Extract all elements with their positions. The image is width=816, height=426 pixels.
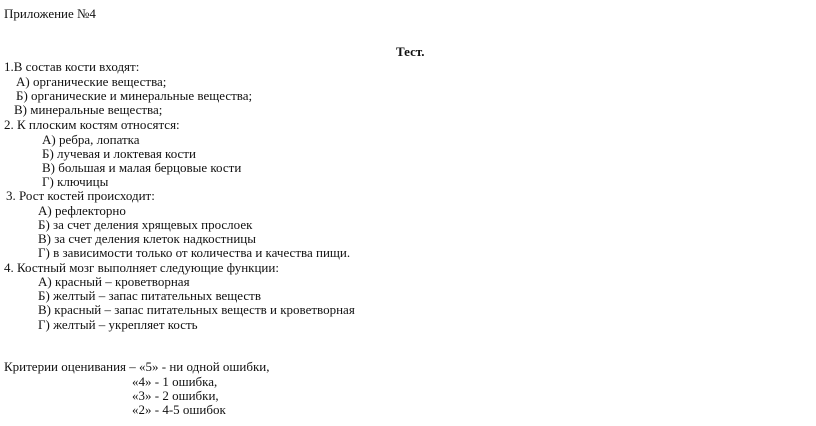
question-3-option-c: В) за счет деления клеток надкостницы <box>38 231 256 246</box>
question-2-option-b: Б) лучевая и локтевая кости <box>42 146 196 161</box>
question-3-option-a: А) рефлекторно <box>38 203 126 218</box>
question-4-option-a: А) красный – кроветворная <box>38 274 190 289</box>
question-4-option-d: Г) желтый – укрепляет кость <box>38 317 198 332</box>
question-3-option-d: Г) в зависимости только от количества и качества пищи. <box>38 245 351 260</box>
question-2-option-d: Г) ключицы <box>42 174 109 189</box>
question-2-option-a: А) ребра, лопатка <box>42 132 140 147</box>
question-1-option-b: Б) органические и минеральные вещества; <box>16 88 253 103</box>
question-1: 1.В состав кости входят: <box>4 59 140 74</box>
question-1-option-a: А) органические вещества; <box>16 74 167 89</box>
criteria-line-4: «4» - 1 ошибка, <box>132 374 218 389</box>
criteria-line-3: «3» - 2 ошибки, <box>132 388 219 403</box>
question-2: 2. К плоским костям относятся: <box>4 117 180 132</box>
criteria-intro: Критерии оценивания – «5» - ни одной ошибки, <box>4 359 270 374</box>
question-4: 4. Костный мозг выполняет следующие функции: <box>4 260 279 275</box>
question-1-option-c: В) минеральные вещества; <box>14 102 163 117</box>
question-3-option-b: Б) за счет деления хрящевых прослоек <box>38 217 253 232</box>
question-2-option-c: В) большая и малая берцовые кости <box>42 160 242 175</box>
test-title: Тест. <box>396 44 425 59</box>
question-4-option-c: В) красный – запас питательных веществ и кроветворная <box>38 302 355 317</box>
criteria-line-2: «2» - 4-5 ошибок <box>132 402 226 417</box>
question-4-option-b: Б) желтый – запас питательных веществ <box>38 288 261 303</box>
appendix-label: Приложение №4 <box>4 6 96 21</box>
question-3: 3. Рост костей происходит: <box>6 188 155 203</box>
